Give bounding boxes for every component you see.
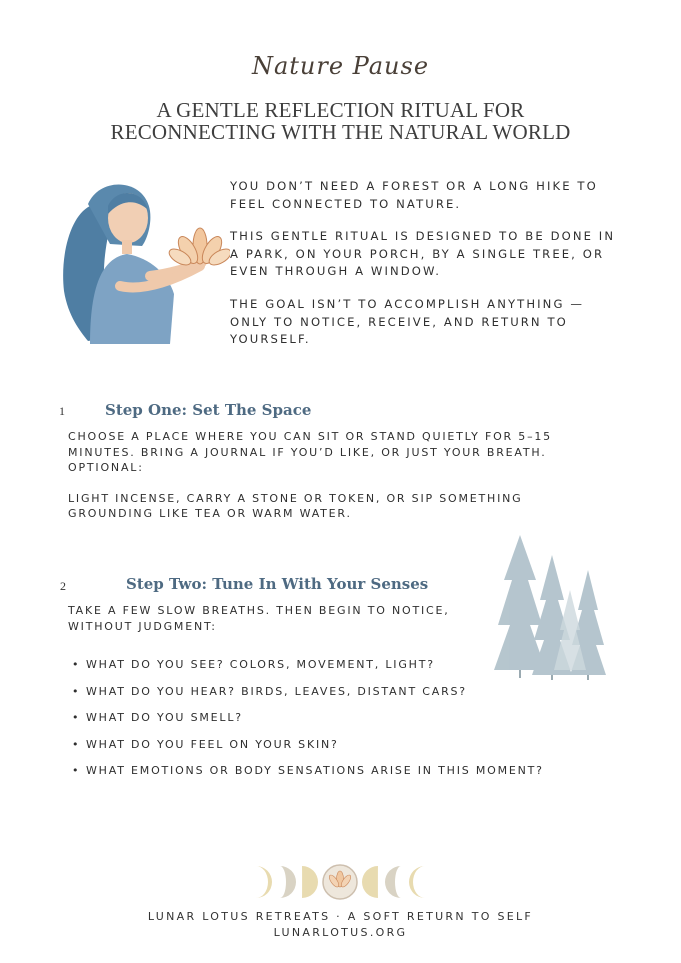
footer-website: LUNARLOTUS.ORG (273, 926, 408, 939)
intro-paragraph: YOU DON’T NEED A FOREST OR A LONG HIKE TO FEEL CONNECTED TO NATURE. (230, 179, 598, 211)
intro-paragraph: THE GOAL ISN’T TO ACCOMPLISH ANYTHING — ONLY TO NOTICE, RECEIVE, AND RETURN TO YOURSELF. (230, 296, 585, 347)
footer-tagline: LUNAR LOTUS RETREATS · A SOFT RETURN TO SELF (147, 910, 534, 923)
list-item: • WHAT DO YOU SEE? COLORS, MOVEMENT, LIGHT? (72, 658, 435, 671)
step-paragraph: CHOOSE A PLACE WHERE YOU CAN SIT OR STAND QUIETLY FOR 5–15 MINUTES. BRING A JOURNAL IF YOU’D LIKE, OR JUST YOUR BREATH. OPTIONAL: (68, 430, 552, 474)
page-subtitle (60, 99, 621, 143)
step-paragraph: LIGHT INCENSE, CARRY A STONE OR TOKEN, OR SIP SOMETHING GROUNDING LIKE TEA OR WARM WATER. (68, 491, 523, 520)
list-item: • WHAT DO YOU FEEL ON YOUR SKIN? (72, 737, 339, 751)
subtitle-line-2: RECONNECTING WITH THE NATURAL WORLD (110, 120, 571, 144)
step-title: Step Two: Tune In With Your Senses (126, 575, 429, 593)
step-number: 2 (60, 579, 66, 593)
moon-phases-icon (250, 862, 431, 902)
step-body (68, 603, 498, 649)
senses-list (72, 657, 632, 790)
subtitle-line-1: A GENTLE REFLECTION RITUAL FOR (156, 98, 525, 122)
woman-holding-lotus-illustration (50, 166, 230, 346)
intro-section (230, 178, 620, 364)
list-item: • WHAT DO YOU HEAR? BIRDS, LEAVES, DISTANT CARS? (72, 684, 467, 698)
page-title: Nature Pause (251, 52, 430, 80)
step-title: Step One: Set The Space (105, 401, 312, 419)
intro-paragraph: THIS GENTLE RITUAL IS DESIGNED TO BE DONE IN A PARK, ON YOUR PORCH, BY A SINGLE TREE, OR EVEN THROUGH A WINDOW. (230, 229, 616, 279)
list-item: • WHAT DO YOU SMELL? (72, 711, 243, 724)
list-item: • WHAT EMOTIONS OR BODY SENSATIONS ARISE IN THIS MOMENT? (72, 764, 544, 777)
step-number: 1 (59, 404, 65, 418)
lotus-icon (167, 228, 230, 268)
step-body (68, 429, 608, 537)
step-paragraph: TAKE A FEW SLOW BREATHS. THEN BEGIN TO NOTICE, WITHOUT JUDGMENT: (68, 604, 450, 633)
